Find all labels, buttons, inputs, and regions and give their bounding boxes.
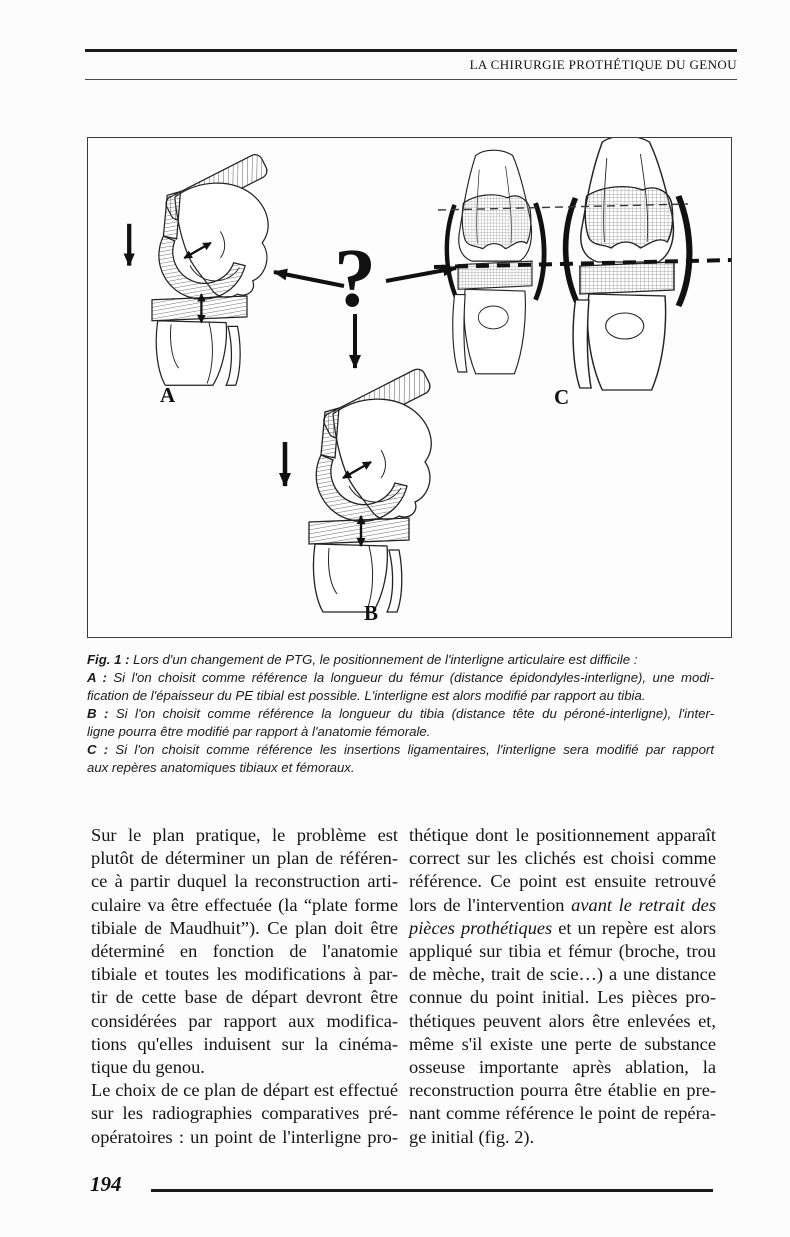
- page-number: 194: [90, 1172, 122, 1196]
- body-text-line: Le choix de ce plan de départ est effectué: [91, 1080, 398, 1101]
- label-a: A: [160, 383, 176, 407]
- caption-text: aux repères anatomiques tibiaux et fémoraux.: [87, 760, 355, 775]
- label-b: B: [364, 601, 379, 625]
- body-text-line: thétiques peuvent alors être enlevées et,: [409, 1010, 716, 1031]
- caption-line: [87, 669, 714, 687]
- header-rule-thin: [85, 79, 737, 80]
- caption-bold-label: Fig. 1 :: [87, 652, 130, 667]
- body-text-line: opératoires : un point de l'interligne pro-: [91, 1126, 398, 1147]
- body-text-line: même s'il existe une perte de substance: [409, 1033, 716, 1054]
- caption-line: [87, 651, 714, 669]
- caption-line: [87, 687, 714, 705]
- caption-text: Si l'on choisit comme référence la longueur du tibia (distance tête du péroné-interligne), l'inter-: [108, 706, 714, 721]
- figure-box: [87, 137, 732, 638]
- body-text-line: ce à partir duquel la reconstruction arti-: [91, 871, 398, 892]
- body-text-line: lors de l'intervention avant le retrait des: [409, 894, 716, 915]
- arrow-to-c: [386, 268, 456, 281]
- caption-line: [87, 705, 714, 723]
- body-text-line: plutôt de déterminer un plan de référen-: [91, 848, 398, 869]
- caption-line: [87, 741, 714, 759]
- body-text-line: considérées par rapport aux modifica-: [91, 1010, 398, 1031]
- caption-text: Si l'on choisit comme référence les insertions ligamentaires, l'interligne sera modifié par rapport: [108, 742, 714, 757]
- body-text-line: sur les radiographies comparatives pré-: [91, 1103, 398, 1124]
- body-text-line: déterminé en fonction de l'anatomie: [91, 941, 398, 962]
- body-text-line: référence. Ce point est ensuite retrouvé: [409, 871, 716, 892]
- body-text-line: tions qu'elles induisent sur la cinéma-: [91, 1033, 398, 1054]
- body-text-line: reconstruction pourra être établie en pre-: [409, 1080, 716, 1101]
- figure-1-illustration: [88, 138, 731, 637]
- body-text-line: Sur le plan pratique, le problème est: [91, 825, 398, 845]
- body-text-line: nant comme référence le point de repéra-: [409, 1103, 716, 1124]
- caption-bold-label: B :: [87, 706, 109, 721]
- label-c: C: [554, 385, 570, 409]
- body-column-right: [409, 824, 716, 1149]
- body-text-line: de mèche, trait de scie…) a une distance: [409, 964, 716, 985]
- body-text-line: culaire va être effectuée (la “plate forme: [91, 894, 398, 915]
- header-rule-thick: [85, 49, 737, 52]
- body-text-line: tibiale de Maudhuit”). Ce plan doit être: [91, 917, 398, 938]
- body-text-line: pièces prothétiques et un repère est alors: [409, 917, 716, 938]
- body-text-line: ge initial (fig. 2).: [409, 1126, 535, 1147]
- body-text-line: osseuse importante après ablation, la: [409, 1057, 716, 1078]
- knee-frontal-left: [447, 150, 544, 374]
- caption-bold-label: C :: [87, 742, 109, 757]
- body-text-line: connue du point initial. Les pièces pro-: [409, 987, 716, 1008]
- body-text-line: tique du genou.: [91, 1057, 205, 1078]
- caption-text: fication de l'épaisseur du PE tibial est possible. L'interligne est alors modifié par rapport au tibia.: [87, 688, 646, 703]
- caption-text: Si l'on choisit comme référence la longueur du fémur (distance épidondyles-interligne), une modi-: [106, 670, 715, 685]
- footer-rule: [151, 1189, 713, 1192]
- body-column-left: [91, 824, 398, 1149]
- caption-text: Lors d'un changement de PTG, le positionnement de l'interligne articulaire est difficile :: [129, 652, 638, 667]
- knee-lateral-b: [285, 366, 433, 612]
- body-text-line: tir de cette base de départ devront être: [91, 987, 398, 1008]
- body-text-line: tibiale et toutes les modifications à par-: [91, 964, 398, 985]
- running-head-title: LA CHIRURGIE PROTHÉTIQUE DU GENOU: [469, 57, 737, 72]
- question-mark: ?: [334, 232, 376, 325]
- body-text-line: appliqué sur tibia et fémur (broche, trou: [409, 941, 716, 962]
- caption-line: [87, 759, 714, 777]
- knee-lateral-a: [129, 152, 269, 385]
- caption-line: [87, 723, 714, 741]
- body-text-line: correct sur les clichés est choisi comme: [409, 848, 716, 869]
- caption-bold-label: A :: [87, 670, 107, 685]
- body-text-line: thétique dont le positionnement apparaît: [409, 825, 716, 845]
- caption-text: ligne pourra être modifié par rapport à l'anatomie fémorale.: [87, 724, 431, 739]
- figure-caption: [87, 651, 714, 777]
